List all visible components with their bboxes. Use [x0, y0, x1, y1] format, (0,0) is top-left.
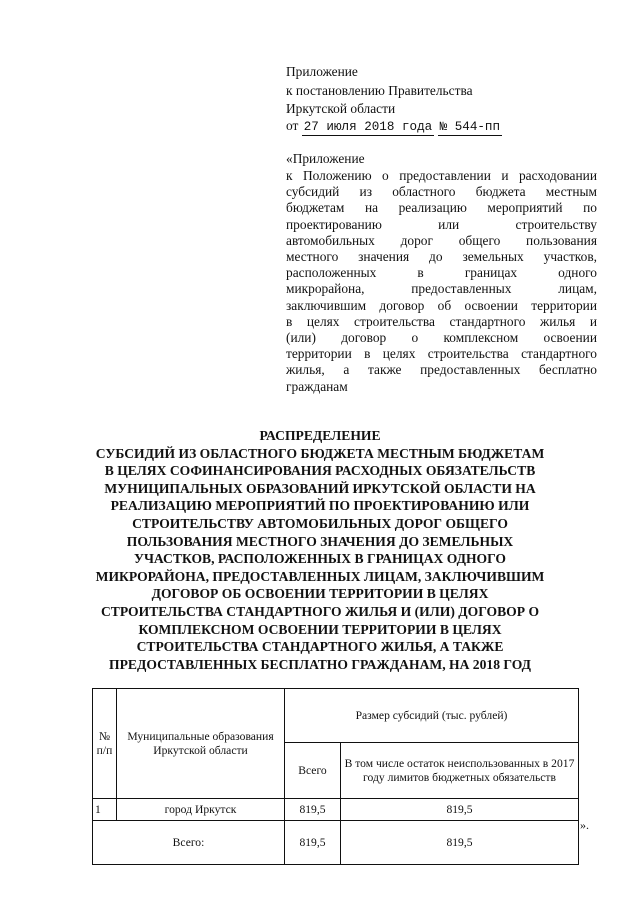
- title-line: РЕАЛИЗАЦИЮ МЕРОПРИЯТИЙ ПО ПРОЕКТИРОВАНИЮ ИЛИ: [110, 498, 530, 514]
- sub-appendix-line: бюджетам на реализацию мероприятий по: [286, 200, 597, 216]
- header-remainder: В том числе остаток неиспользованных в 2017 году лимитов бюджетных обязательств: [341, 743, 579, 799]
- decree-reference: к постановлению Правительства: [286, 83, 473, 98]
- document-title: [80, 427, 560, 673]
- closing-quote: ».: [580, 818, 589, 832]
- sub-appendix-line: субсидий из областного бюджета местным: [286, 184, 597, 200]
- totals-label: Всего:: [93, 821, 285, 865]
- sub-appendix-line: территории в целях строительства стандартного: [286, 346, 597, 362]
- title-heading: РАСПРЕДЕЛЕНИЕ: [259, 428, 381, 443]
- table-header-row: [93, 689, 579, 743]
- sub-appendix-line: проектированию или строительству: [286, 216, 597, 232]
- appendix-label: Приложение: [286, 64, 358, 79]
- date-prefix: от: [286, 118, 299, 133]
- table-row: [93, 799, 579, 821]
- title-line: МИКРОРАЙОНА, ПРЕДОСТАВЛЕННЫХ ЛИЦАМ, ЗАКЛЮЧИВШИМ: [95, 568, 545, 584]
- title-line: УЧАСТКОВ, РАСПОЛОЖЕННЫХ В ГРАНИЦАХ ОДНОГО: [133, 551, 507, 567]
- row-number: 1: [93, 799, 117, 821]
- sub-appendix-line: гражданам: [286, 378, 348, 394]
- sub-appendix-line: автомобильных дорог общего пользования: [286, 232, 597, 248]
- row-total: 819,5: [285, 799, 341, 821]
- title-line: СТРОИТЕЛЬСТВА СТАНДАРТНОГО ЖИЛЬЯ И (ИЛИ) ДОГОВОР О: [100, 603, 540, 619]
- header-number-cell: [93, 689, 117, 799]
- subsidy-table: [92, 688, 579, 865]
- number-sign: №: [439, 120, 448, 134]
- row-remainder: 819,5: [341, 799, 579, 821]
- title-line: В ЦЕЛЯХ СОФИНАНСИРОВАНИЯ РАСХОДНЫХ ОБЯЗАТЕЛЬСТВ: [104, 463, 536, 479]
- table-totals-row: [93, 821, 579, 865]
- sub-appendix-line: к Положению о предоставлении и расходовании: [286, 168, 597, 183]
- header-subsidy-size: Размер субсидий (тыс. рублей): [285, 689, 579, 743]
- title-line: ПРЕДОСТАВЛЕННЫХ БЕСПЛАТНО ГРАЖДАНАМ, НА 2018 ГОД: [109, 656, 531, 672]
- decree-date: 27 июля 2018 года: [303, 120, 433, 134]
- header-municipality: Муниципальные образования Иркутской области: [117, 689, 285, 799]
- title-line: МУНИЦИПАЛЬНЫХ ОБРАЗОВАНИЙ ИРКУТСКОЙ ОБЛАСТИ НА: [104, 480, 536, 496]
- header-number-pp: п/п: [96, 743, 113, 757]
- decree-date-line: [286, 118, 502, 136]
- sub-appendix-label: «Приложение: [286, 151, 365, 166]
- sub-appendix-line: микрорайона, предоставленных лицам,: [286, 281, 597, 297]
- title-line: ДОГОВОР ОБ ОСВОЕНИИ ТЕРРИТОРИИ В ЦЕЛЯХ: [151, 586, 489, 602]
- sub-appendix-line: жилья, а также предоставленных бесплатно: [286, 362, 597, 378]
- title-line: СТРОИТЕЛЬСТВА СТАНДАРТНОГО ЖИЛЬЯ, А ТАКЖЕ: [136, 639, 504, 655]
- title-line: КОМПЛЕКСНОМ ОСВОЕНИИ ТЕРРИТОРИИ В ЦЕЛЯХ: [138, 621, 502, 637]
- totals-remainder: 819,5: [341, 821, 579, 865]
- title-line: ПОЛЬЗОВАНИЯ МЕСТНОГО ЗНАЧЕНИЯ ДО ЗЕМЕЛЬНЫХ: [126, 533, 514, 549]
- region-name: Иркутской области: [286, 101, 396, 116]
- decree-number-field: [438, 119, 502, 136]
- sub-appendix-line: заключившим договор об освоении территории: [286, 297, 597, 313]
- header-number-sign: №: [98, 729, 111, 743]
- sub-appendix-line: (или) договор о комплексном освоении: [286, 330, 597, 346]
- sub-appendix-text: [286, 168, 597, 395]
- totals-total: 819,5: [285, 821, 341, 865]
- header-total: Всего: [285, 743, 341, 799]
- sub-appendix-line: местного значения до земельных участков,: [286, 249, 597, 265]
- decree-number: 544-пп: [454, 120, 501, 134]
- title-line: СУБСИДИЙ ИЗ ОБЛАСТНОГО БЮДЖЕТА МЕСТНЫМ БЮДЖЕТАМ: [95, 445, 545, 461]
- sub-appendix-line: в целях строительства стандартного жилья и: [286, 313, 597, 329]
- row-municipality: город Иркутск: [117, 799, 285, 821]
- sub-appendix-line: расположенных в границах одного: [286, 265, 597, 281]
- title-line: СТРОИТЕЛЬСТВУ АВТОМОБИЛЬНЫХ ДОРОГ ОБЩЕГО: [132, 515, 508, 531]
